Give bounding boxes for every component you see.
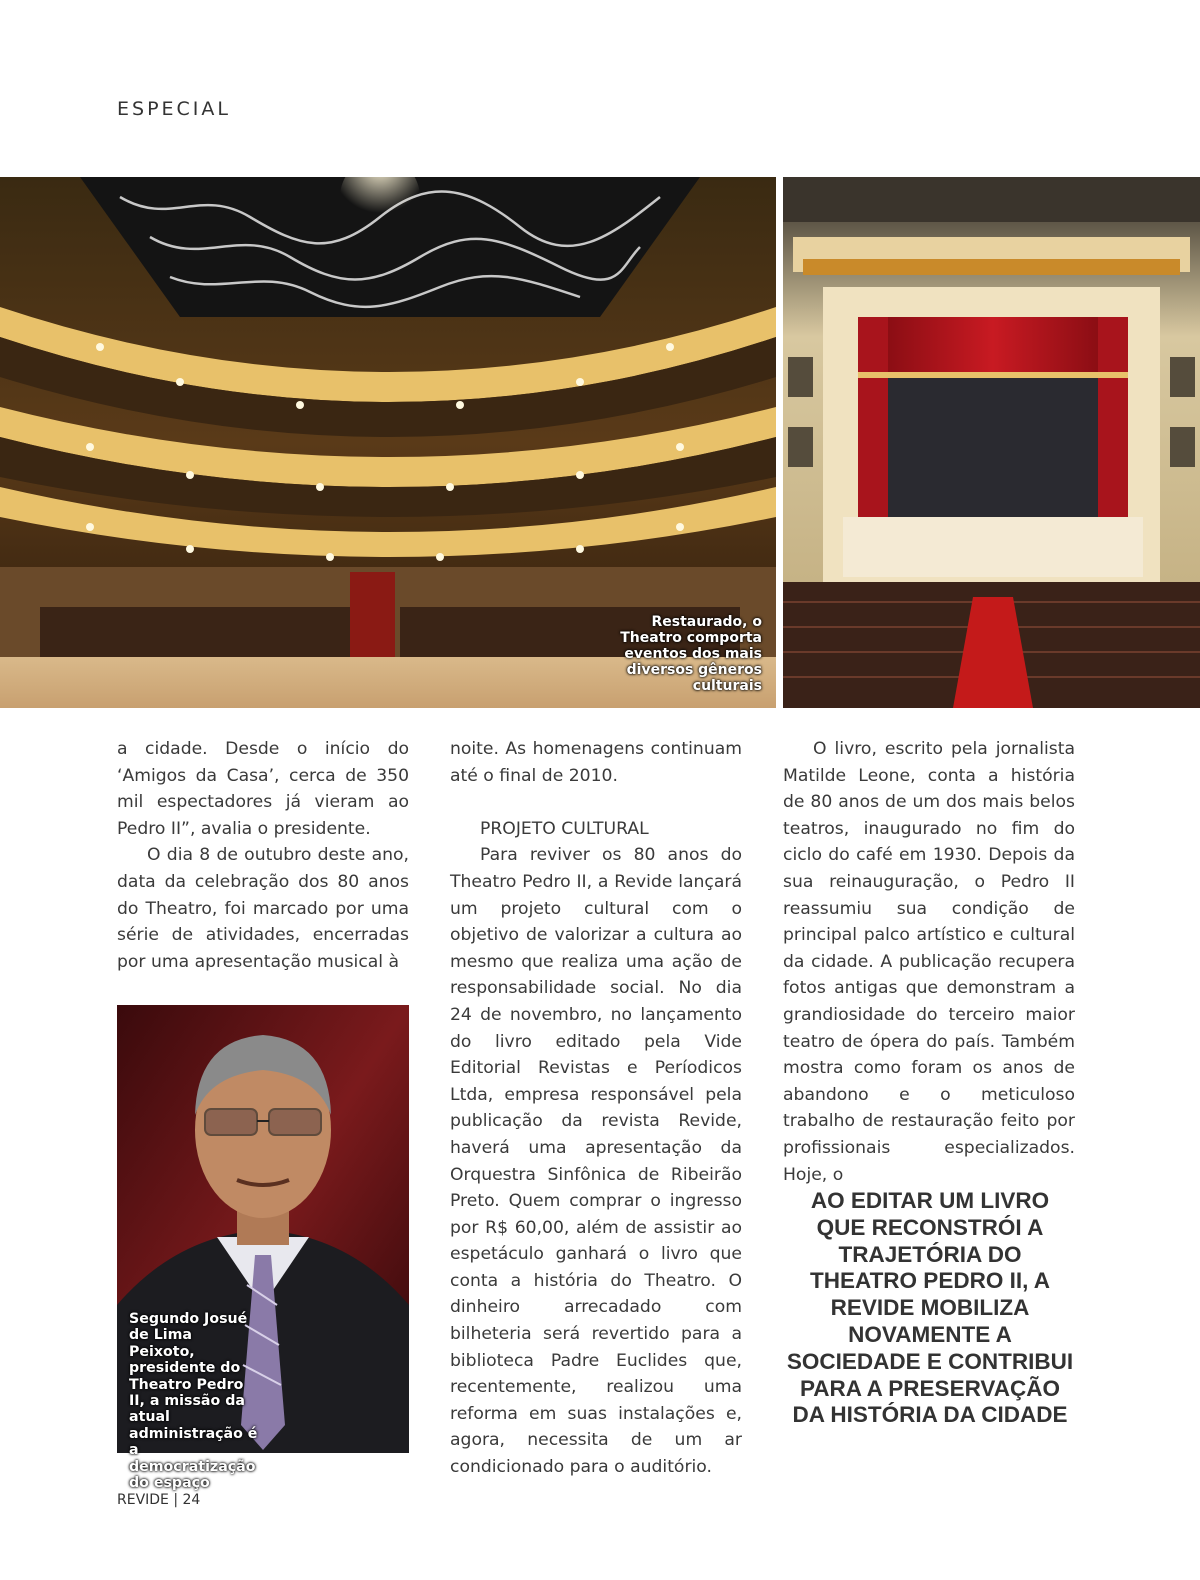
col2-paragraph-1: noite. As homenagens continuam até o final de 2010. xyxy=(450,739,742,786)
col1-paragraph-2: O dia 8 de outubro deste ano, data da celebração dos 80 anos do Theatro, foi marcado por uma série de atividades, encerradas por uma apresentação musical à xyxy=(117,845,409,972)
subhead-projeto-cultural: PROJETO CULTURAL xyxy=(480,818,649,839)
column-1 xyxy=(117,736,409,975)
column-3 xyxy=(783,736,1075,1188)
col1-paragraph-1: a cidade. Desde o início do ‘Amigos da Casa’, cerca de 350 mil espectadores já vieram ao Pedro II”, avalia o presidente. xyxy=(117,739,409,839)
portrait-caption: Segundo Josué de Lima Peixoto, presidente do Theatro Pedro II, a missão da atual administração é a democratização do espaço xyxy=(129,1311,258,1492)
column-2 xyxy=(450,736,742,1481)
page-footer: REVIDE | 24 xyxy=(117,1492,201,1508)
stage-photo xyxy=(783,177,1200,708)
auditorium-caption: Restaurado, o Theatro comporta eventos dos mais diversos gêneros culturais xyxy=(620,614,762,694)
col3-paragraph-1: O livro, escrito pela jornalista Matilde Leone, conta a história de 80 anos de um dos mais belos teatros, inaugurado no fim do ciclo do café em 1930. Depois da sua reinauguração, o Pedro II reassumiu sua condição de principal palco artístico e cultural da cidade. A publicação recupera fotos antigas que demonstram a grandiosidade do terceiro maior teatro de ópera do país. Também mostra como foram os anos de abandono e o meticuloso trabalho de restauração feito por profissionais especializados. Hoje, o xyxy=(783,739,1075,1185)
pull-quote: AO EDITAR UM LIVRO QUE RECONSTRÓI A TRAJETÓRIA DO THEATRO PEDRO II, A REVIDE MOBILIZA NOVAMENTE A SOCIEDADE E CONTRIBUI PARA A PRESERVAÇÃO DA HISTÓRIA DA CIDADE xyxy=(786,1188,1074,1428)
section-label: ESPECIAL xyxy=(117,98,231,120)
col2-paragraph-2: Para reviver os 80 anos do Theatro Pedro II, a Revide lançará um projeto cultural com o objetivo de valorizar a cultura ao mesmo que realiza uma ação de responsabilidade social. No dia 24 de novembro, no lançamento do livro editado pela Vide Editorial Revistas e Períodicos Ltda, empresa responsável pela publicação da revista Revide, haverá uma apresentação da Orquestra Sinfônica de Ribeirão Preto. Quem comprar o ingresso por R$ 60,00, além de assistir ao espetáculo ganhará o livro que conta a história do Theatro. O dinheiro arrecadado com bilheteria será revertido para a biblioteca Padre Euclides que, recentemente, realizou uma reforma em suas instalações e, agora, necessita de um ar condicionado para o auditório. xyxy=(450,845,742,1478)
